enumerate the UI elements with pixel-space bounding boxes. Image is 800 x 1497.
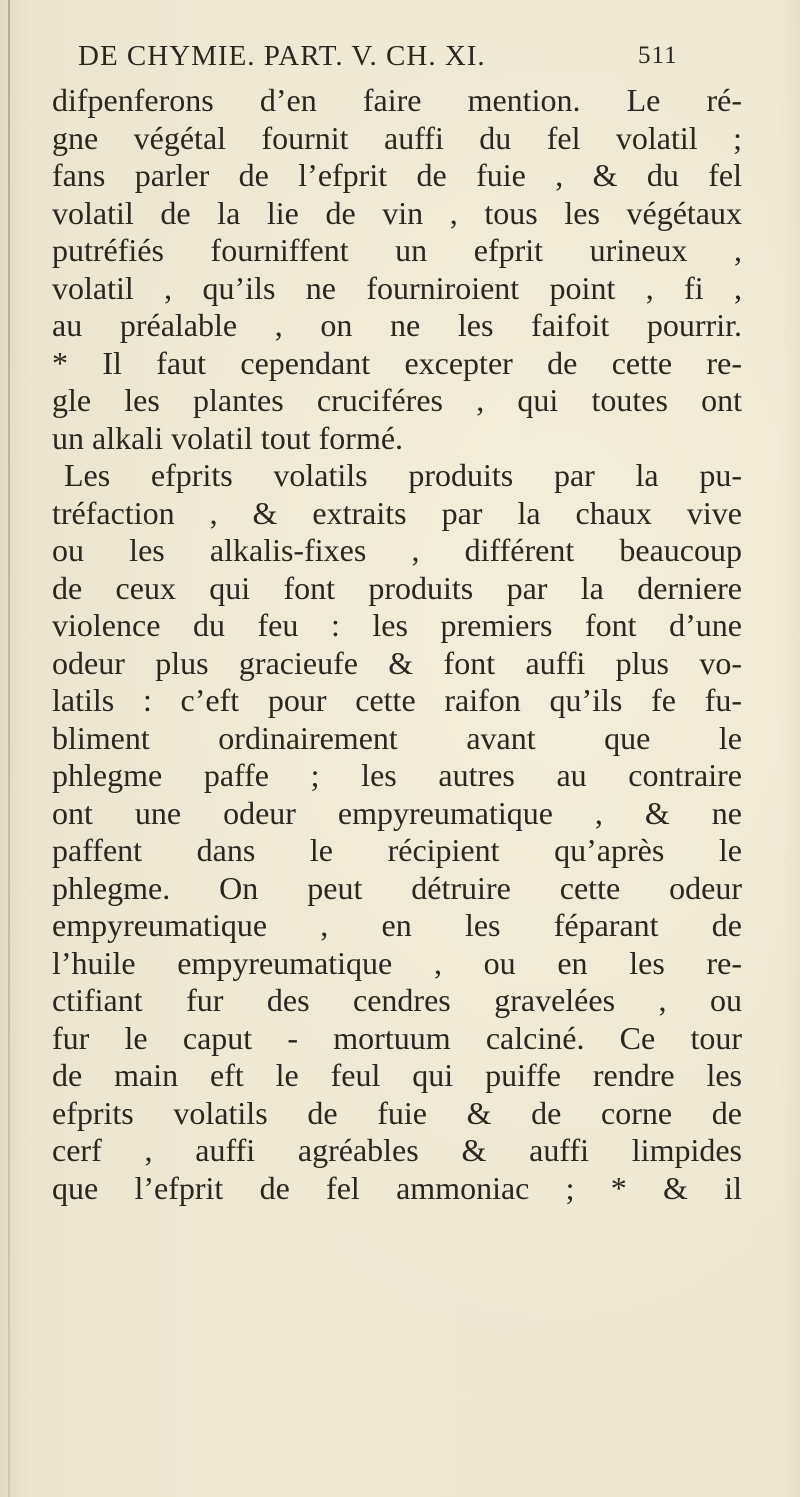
text-line: latils : c’eft pour cette raifon qu’ils fe fu-	[52, 682, 742, 718]
text-line: Les efprits volatils produits par la pu-	[64, 457, 742, 493]
text-line: l’huile empyreumatique , ou en les re-	[52, 944, 742, 981]
text-line: difpenferons d’en faire mention. Le ré-	[52, 82, 742, 118]
text-line: ont une odeur empyreumatique , & ne	[52, 794, 742, 831]
body-text	[52, 82, 742, 1207]
text-line: volatil , qu’ils ne fourniroient point , fi ,	[52, 269, 742, 306]
text-line: ctifiant fur des cendres gravelées , ou	[52, 982, 742, 1018]
text-line: phlegme. On peut détruire cette odeur	[52, 869, 742, 906]
running-head	[78, 40, 768, 80]
text-line: odeur plus gracieufe & font auffi plus vo-	[52, 644, 742, 681]
text-line: efprits volatils de fuie & de corne de	[52, 1094, 742, 1131]
text-line: de main eft le feul qui puiffe rendre les	[52, 1057, 742, 1093]
text-line: * Il faut cependant excepter de cette re-	[52, 344, 742, 381]
text-line: bliment ordinairement avant que le	[52, 719, 742, 756]
text-line: au préalable , on ne les faifoit pourrir.	[52, 307, 742, 343]
text-line: cerf , auffi agréables & auffi limpides	[52, 1132, 742, 1168]
text-line: paffent dans le récipient qu’après le	[52, 832, 742, 868]
text-line: empyreumatique , en les féparant de	[52, 907, 742, 943]
text-line: tréfaction , & extraits par la chaux vive	[52, 494, 742, 531]
text-line: phlegme paffe ; les autres au contraire	[52, 757, 742, 793]
text-line: ou les alkalis-fixes , différent beaucoup	[52, 532, 742, 568]
text-line: putréfiés fourniffent un efprit urineux ,	[52, 232, 742, 268]
text-line: que l’efprit de fel ammoniac ; * & il	[52, 1169, 742, 1206]
text-line: fans parler de l’efprit de fuie , & du fel	[52, 157, 742, 193]
binding-edge	[8, 0, 10, 1497]
text-line: un alkali volatil tout formé.	[52, 419, 404, 456]
text-line: volatil de la lie de vin , tous les végétaux	[52, 194, 742, 231]
running-head-title: DE CHYMIE. PART. V. CH. XI.	[78, 40, 486, 72]
text-line: gne végétal fournit auffi du fel volatil ;	[52, 119, 742, 156]
text-line: violence du feu : les premiers font d’une	[52, 607, 742, 643]
page-number: 511	[638, 42, 678, 69]
text-line: fur le caput - mortuum calciné. Ce tour	[52, 1019, 742, 1056]
text-line: gle les plantes cruciféres , qui toutes ont	[52, 382, 742, 418]
text-line: de ceux qui font produits par la derniere	[52, 569, 742, 606]
